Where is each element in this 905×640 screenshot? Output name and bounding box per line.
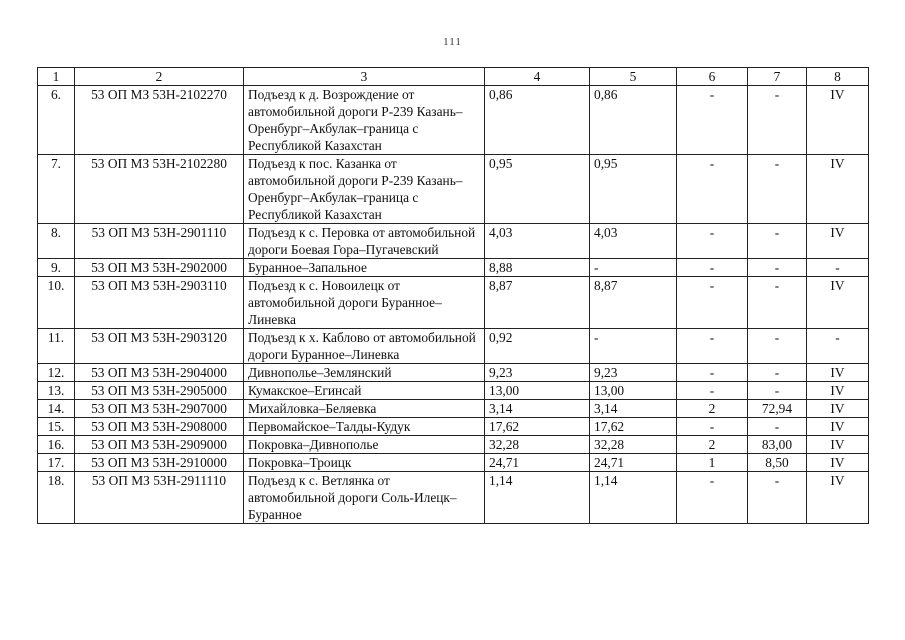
length-paved-cell: 32,28: [590, 436, 677, 454]
road-category-cell: IV: [807, 364, 869, 382]
road-code-cell: 53 ОП МЗ 53Н-2909000: [75, 436, 244, 454]
row-number-cell: 14.: [38, 400, 75, 418]
road-category-cell: IV: [807, 86, 869, 155]
road-name-cell: Подъезд к д. Возрождение от автомобильной дороги Р-239 Казань–Оренбург–Акбулак–граница с Республикой Казахстан: [244, 86, 485, 155]
bridges-length-cell: -: [748, 86, 807, 155]
header-cell-6: 6: [677, 68, 748, 86]
bridges-count-cell: -: [677, 277, 748, 329]
table-row: [38, 454, 869, 472]
row-number-cell: 18.: [38, 472, 75, 524]
header-cell-3: 3: [244, 68, 485, 86]
bridges-length-cell: -: [748, 418, 807, 436]
table-row: [38, 86, 869, 155]
row-number-cell: 10.: [38, 277, 75, 329]
road-code-cell: 53 ОП МЗ 53Н-2901110: [75, 224, 244, 259]
road-code-cell: 53 ОП МЗ 53Н-2910000: [75, 454, 244, 472]
table-row: [38, 436, 869, 454]
row-number-cell: 6.: [38, 86, 75, 155]
road-code-cell: 53 ОП МЗ 53Н-2903110: [75, 277, 244, 329]
bridges-length-cell: -: [748, 382, 807, 400]
length-paved-cell: 8,87: [590, 277, 677, 329]
bridges-count-cell: -: [677, 472, 748, 524]
road-code-cell: 53 ОП МЗ 53Н-2102270: [75, 86, 244, 155]
road-name-cell: Дивнополье–Землянский: [244, 364, 485, 382]
bridges-count-cell: -: [677, 329, 748, 364]
bridges-count-cell: -: [677, 86, 748, 155]
length-paved-cell: 0,95: [590, 155, 677, 224]
table-row: [38, 472, 869, 524]
road-category-cell: IV: [807, 155, 869, 224]
road-name-cell: Подъезд к с. Новоилецк от автомобильной дороги Буранное–Линевка: [244, 277, 485, 329]
length-paved-cell: 24,71: [590, 454, 677, 472]
header-cell-7: 7: [748, 68, 807, 86]
bridges-count-cell: -: [677, 382, 748, 400]
road-name-cell: Подъезд к с. Перовка от автомобильной дороги Боевая Гора–Пугачевский: [244, 224, 485, 259]
row-number-cell: 7.: [38, 155, 75, 224]
bridges-count-cell: 2: [677, 400, 748, 418]
road-name-cell: Подъезд к х. Каблово от автомобильной дороги Буранное–Линевка: [244, 329, 485, 364]
table-row: [38, 259, 869, 277]
header-cell-8: 8: [807, 68, 869, 86]
length-paved-cell: 4,03: [590, 224, 677, 259]
length-paved-cell: -: [590, 329, 677, 364]
table-row: [38, 400, 869, 418]
road-category-cell: IV: [807, 224, 869, 259]
road-code-cell: 53 ОП МЗ 53Н-2905000: [75, 382, 244, 400]
row-number-cell: 13.: [38, 382, 75, 400]
row-number-cell: 12.: [38, 364, 75, 382]
bridges-length-cell: 83,00: [748, 436, 807, 454]
header-cell-1: 1: [38, 68, 75, 86]
table-row: [38, 364, 869, 382]
length-total-cell: 13,00: [485, 382, 590, 400]
road-category-cell: IV: [807, 472, 869, 524]
road-category-cell: IV: [807, 277, 869, 329]
row-number-cell: 11.: [38, 329, 75, 364]
length-total-cell: 9,23: [485, 364, 590, 382]
length-total-cell: 32,28: [485, 436, 590, 454]
row-number-cell: 17.: [38, 454, 75, 472]
bridges-length-cell: 8,50: [748, 454, 807, 472]
bridges-count-cell: -: [677, 155, 748, 224]
bridges-length-cell: -: [748, 155, 807, 224]
road-name-cell: Покровка–Троицк: [244, 454, 485, 472]
road-name-cell: Михайловка–Беляевка: [244, 400, 485, 418]
bridges-length-cell: -: [748, 224, 807, 259]
road-category-cell: IV: [807, 436, 869, 454]
length-total-cell: 0,95: [485, 155, 590, 224]
length-total-cell: 1,14: [485, 472, 590, 524]
row-number-cell: 9.: [38, 259, 75, 277]
roads-table: [37, 67, 869, 524]
length-total-cell: 8,87: [485, 277, 590, 329]
road-name-cell: Кумакское–Егинсай: [244, 382, 485, 400]
bridges-count-cell: 1: [677, 454, 748, 472]
page-number: 111: [443, 36, 462, 48]
road-name-cell: Первомайское–Талды-Кудук: [244, 418, 485, 436]
table-row: [38, 382, 869, 400]
length-paved-cell: 0,86: [590, 86, 677, 155]
bridges-length-cell: 72,94: [748, 400, 807, 418]
road-code-cell: 53 ОП МЗ 53Н-2903120: [75, 329, 244, 364]
road-name-cell: Покровка–Дивнополье: [244, 436, 485, 454]
bridges-count-cell: -: [677, 259, 748, 277]
road-code-cell: 53 ОП МЗ 53Н-2907000: [75, 400, 244, 418]
road-category-cell: -: [807, 329, 869, 364]
road-code-cell: 53 ОП МЗ 53Н-2902000: [75, 259, 244, 277]
road-name-cell: Буранное–Запальное: [244, 259, 485, 277]
bridges-count-cell: -: [677, 224, 748, 259]
length-paved-cell: 9,23: [590, 364, 677, 382]
road-category-cell: IV: [807, 454, 869, 472]
bridges-count-cell: 2: [677, 436, 748, 454]
length-paved-cell: 17,62: [590, 418, 677, 436]
road-code-cell: 53 ОП МЗ 53Н-2911110: [75, 472, 244, 524]
bridges-count-cell: -: [677, 418, 748, 436]
bridges-length-cell: -: [748, 329, 807, 364]
length-total-cell: 0,92: [485, 329, 590, 364]
road-category-cell: IV: [807, 382, 869, 400]
header-row: [38, 68, 869, 86]
road-category-cell: -: [807, 259, 869, 277]
length-total-cell: 17,62: [485, 418, 590, 436]
length-total-cell: 0,86: [485, 86, 590, 155]
length-paved-cell: -: [590, 259, 677, 277]
bridges-length-cell: -: [748, 277, 807, 329]
length-total-cell: 3,14: [485, 400, 590, 418]
length-paved-cell: 13,00: [590, 382, 677, 400]
row-number-cell: 8.: [38, 224, 75, 259]
table-row: [38, 418, 869, 436]
header-cell-2: 2: [75, 68, 244, 86]
road-category-cell: IV: [807, 418, 869, 436]
row-number-cell: 15.: [38, 418, 75, 436]
road-name-cell: Подъезд к пос. Казанка от автомобильной дороги Р-239 Казань–Оренбург–Акбулак–граница с Республикой Казахстан: [244, 155, 485, 224]
road-category-cell: IV: [807, 400, 869, 418]
table-row: [38, 277, 869, 329]
length-total-cell: 24,71: [485, 454, 590, 472]
length-total-cell: 4,03: [485, 224, 590, 259]
header-cell-4: 4: [485, 68, 590, 86]
length-total-cell: 8,88: [485, 259, 590, 277]
length-paved-cell: 3,14: [590, 400, 677, 418]
table-row: [38, 224, 869, 259]
road-code-cell: 53 ОП МЗ 53Н-2102280: [75, 155, 244, 224]
bridges-length-cell: -: [748, 472, 807, 524]
road-code-cell: 53 ОП МЗ 53Н-2904000: [75, 364, 244, 382]
row-number-cell: 16.: [38, 436, 75, 454]
bridges-length-cell: -: [748, 364, 807, 382]
length-paved-cell: 1,14: [590, 472, 677, 524]
table-row: [38, 155, 869, 224]
bridges-count-cell: -: [677, 364, 748, 382]
table-row: [38, 329, 869, 364]
road-name-cell: Подъезд к с. Ветлянка от автомобильной дороги Соль-Илецк–Буранное: [244, 472, 485, 524]
bridges-length-cell: -: [748, 259, 807, 277]
road-code-cell: 53 ОП МЗ 53Н-2908000: [75, 418, 244, 436]
header-cell-5: 5: [590, 68, 677, 86]
